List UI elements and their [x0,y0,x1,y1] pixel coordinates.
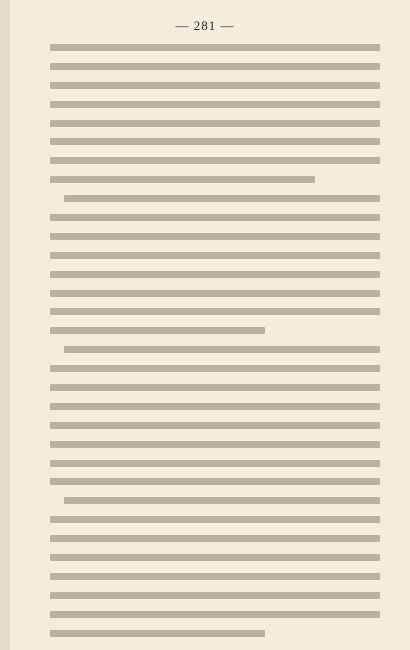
text-line [50,214,380,221]
text-line [50,573,380,580]
text-line [50,441,380,448]
text-line [50,120,380,127]
text-line [50,308,380,315]
text-line [50,478,380,485]
text-line [64,497,380,504]
text-line [50,611,380,618]
text-line [50,138,380,145]
text-line [50,384,380,391]
text-line [50,403,380,410]
text-line [50,516,380,523]
text-line [50,157,380,164]
text-line [50,554,380,561]
text-line [50,290,380,297]
text-line [50,101,380,108]
text-line [50,176,315,183]
text-line [50,535,380,542]
text-line [50,233,380,240]
text-line [50,44,380,51]
page-number: — 281 — [175,18,235,33]
page-gutter [0,0,10,650]
text-line [50,63,380,70]
text-line [64,195,380,202]
body-text-block [50,44,380,649]
text-line [50,630,265,637]
text-line [50,460,380,467]
text-line [50,365,380,372]
text-line [50,252,380,259]
text-line [50,592,380,599]
text-line [50,422,380,429]
text-line [50,82,380,89]
text-line [50,271,380,278]
text-line [50,327,265,334]
text-line [64,346,380,353]
